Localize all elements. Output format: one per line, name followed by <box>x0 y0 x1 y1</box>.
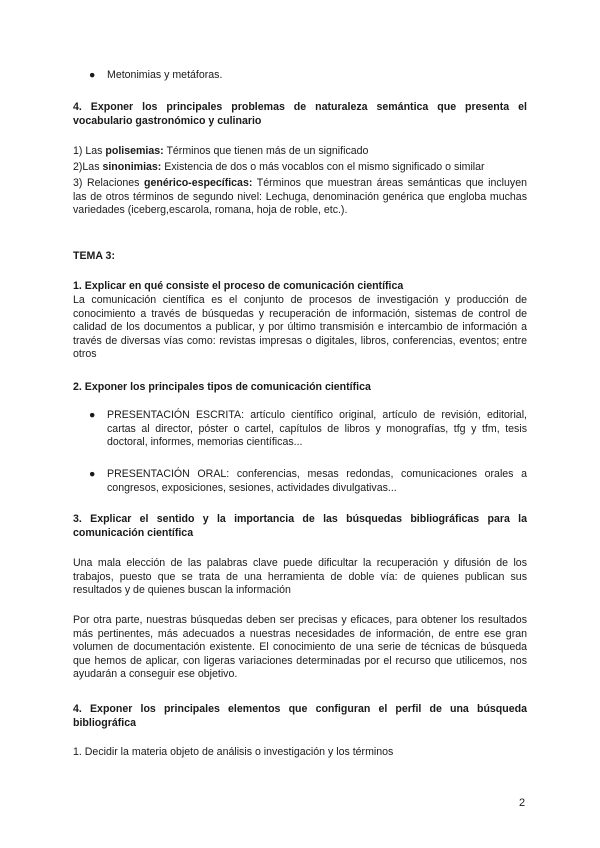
list-item-text: Metonimias y metáforas. <box>107 69 223 81</box>
paragraph: 1. Decidir la materia objeto de análisis o investigación y los términos <box>73 746 394 758</box>
problem-description: Términos que muestran áreas semánticas que incluyen las de otros términos de segundo nivel: Lechuga, denominación genérica que engloba muchas variedades (iceberg,escarola, romana, hoja de roble, etc.). <box>73 177 527 217</box>
paragraph: La comunicación científica es el conjunto de procesos de investigación y producción de conocimiento a través de búsquedas y recuperación de información, sistemas de control de calidad de los documentos a publicar, y por último transmisión e intercambio de información a través de diversas vías como: revistas impresas o digitales, libros, conferencias, eventos; entre otros <box>73 294 527 361</box>
paragraph: Una mala elección de las palabras clave puede dificultar la recuperación y difusión de los trabajos, puesto que se trata de una herramienta de doble vía: de quienes publican sus resultados y de quienes buscan la información <box>73 557 527 597</box>
list-item-text: PRESENTACIÓN ORAL: conferencias, mesas redondas, comunicaciones orales a congresos, exposiciones, sesiones, actividades divulgativas... <box>107 468 527 494</box>
tema-title: TEMA 3: <box>73 250 115 262</box>
problem-number: 1) Las <box>73 145 106 157</box>
problem-description: Términos que tienen más de un significado <box>163 145 369 157</box>
problem-description: Existencia de dos o más vocablos con el mismo significado o similar <box>161 161 485 173</box>
bullet-icon: ● <box>89 69 96 81</box>
bullet-icon: ● <box>89 409 96 421</box>
section-heading: 4. Exponer los principales problemas de naturaleza semántica que presenta el vocabulario gastronómico y culinario <box>73 101 527 127</box>
paragraph: Por otra parte, nuestras búsquedas deben ser precisas y eficaces, para obtener los resultados más pertinentes, más adecuados a nuestras necesidades de información, de entre ese gran volumen de documentación existente. El conocimiento de una serie de técnicas de búsqueda que hemos de aplicar, con ligeras variaciones determinadas por el recurso que utilicemos, nos ayudarán a conseguir ese objetivo. <box>73 614 527 681</box>
problem-number: 2)Las <box>73 161 103 173</box>
problem-item-1 <box>73 145 527 159</box>
list-item <box>89 409 527 450</box>
problem-item-2 <box>73 161 527 175</box>
section-heading: 2. Exponer los principales tipos de comunicación científica <box>73 381 371 393</box>
section-heading: 1. Explicar en qué consiste el proceso de comunicación científica <box>73 280 404 292</box>
page-number: 2 <box>519 797 526 809</box>
section-heading: 3. Explicar el sentido y la importancia de las búsquedas bibliográficas para la comunicación científica <box>73 513 527 539</box>
problem-term: sinonimias: <box>102 161 162 173</box>
list-item <box>89 468 527 495</box>
problem-term: genérico-específicas: <box>144 177 253 189</box>
bullet-icon: ● <box>89 468 96 480</box>
problem-item-3 <box>73 177 527 218</box>
list-item-text: PRESENTACIÓN ESCRITA: artículo científico original, artículo de revisión, editorial, cartas al director, póster o cartel, capítulos de libros y monografías, tfg y tfm, tesis doctoral, informes, memorias científicas... <box>107 409 527 449</box>
section-heading: 4. Exponer los principales elementos que configuran el perfil de una búsqueda bibliográfica <box>73 703 527 729</box>
problem-term: polisemias: <box>105 145 164 157</box>
list-item <box>89 69 527 83</box>
problem-number: 3) Relaciones <box>73 177 145 189</box>
